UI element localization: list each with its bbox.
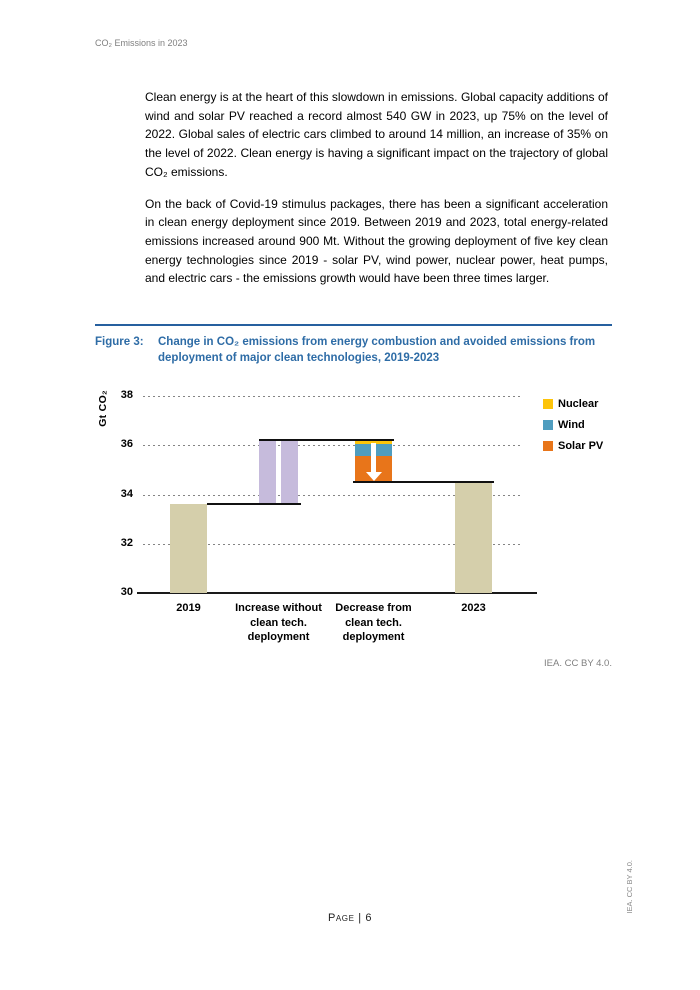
decrease-arrow <box>371 443 376 472</box>
gridline <box>143 445 523 446</box>
x-category-label-2023 <box>404 601 544 616</box>
side-credit: IEA. CC BY 4.0. <box>625 860 634 914</box>
paragraph-2: On the back of Covid-19 stimulus packages, there has been a significant acceleration in clean energy deployment since 2019. Between 2019 and 2023, total energy-related emissions increased around 900 Mt. Without the growing deployment of five key clean energy technologies since 2019 - solar PV, wind power, nuclear power, heat pumps, and electric cars - the emissions growth would have been three times larger. <box>145 196 608 286</box>
x-category-label-line: deployment <box>342 631 405 643</box>
paragraph-1: Clean energy is at the heart of this slowdown in emissions. Global capacity additions of wind and solar PV reached a record almost 540 GW in 2023, up 75% on the level of 2022. Global sales of electric cars climbed to around 14 million, an increase of 35% on the level of 2022. Clean energy is having a significant impact on the trajectory of global CO₂ emissions. <box>145 90 608 179</box>
legend-item-nuclear <box>543 398 598 410</box>
x-category-label-line: 2019 <box>176 602 201 614</box>
bar-increase-without-clean-tech-2 <box>281 440 298 504</box>
y-axis-label: Gt CO₂ <box>97 390 109 427</box>
connector-line-2 <box>259 439 394 441</box>
page-number: Page | 6 <box>327 912 373 924</box>
figure-divider-rule <box>95 324 612 326</box>
figure-credit: IEA. CC BY 4.0. <box>544 658 612 669</box>
connector-line-1 <box>207 503 301 505</box>
x-category-label-line: deployment <box>247 631 310 643</box>
bar-increase-without-clean-tech-1 <box>259 440 276 504</box>
legend-item-wind <box>543 419 585 431</box>
body-text <box>145 88 608 301</box>
x-category-label-line: 2023 <box>461 602 486 614</box>
figure-title: Change in CO₂ emissions from energy combustion and avoided emissions from deployment of major clean technologies, 2019-2023 <box>158 336 596 364</box>
legend-swatch-wind <box>543 420 553 430</box>
gridline <box>143 396 523 397</box>
legend-item-solar-pv <box>543 440 603 452</box>
x-category-label-line: Increase without <box>235 602 322 614</box>
legend-label: Solar PV <box>558 440 604 452</box>
figure-caption <box>95 335 615 366</box>
decrease-arrow-head <box>366 472 382 481</box>
connector-line-3 <box>353 481 494 483</box>
y-tick-label: 30 <box>120 586 133 598</box>
y-tick-label: 36 <box>120 438 133 451</box>
y-tick-label: 38 <box>120 389 133 401</box>
legend-label: Wind <box>558 419 585 431</box>
bar-2019 <box>170 504 207 593</box>
bar-2023 <box>455 482 492 593</box>
y-tick-label: 32 <box>120 536 133 549</box>
legend-label: Nuclear <box>558 398 599 410</box>
figure-chart <box>95 378 635 678</box>
x-category-label-line: Decrease from <box>335 602 412 614</box>
x-category-label-line: clean tech. <box>345 616 402 629</box>
x-category-label-line: clean tech. <box>250 616 307 629</box>
legend-swatch-nuclear <box>543 399 553 409</box>
page-footer <box>0 912 700 924</box>
y-tick-label: 34 <box>120 487 133 500</box>
figure-label: Figure 3: <box>95 336 144 348</box>
running-header: CO₂ Emissions in 2023 <box>95 38 188 48</box>
legend-swatch-solar-pv <box>543 441 553 451</box>
